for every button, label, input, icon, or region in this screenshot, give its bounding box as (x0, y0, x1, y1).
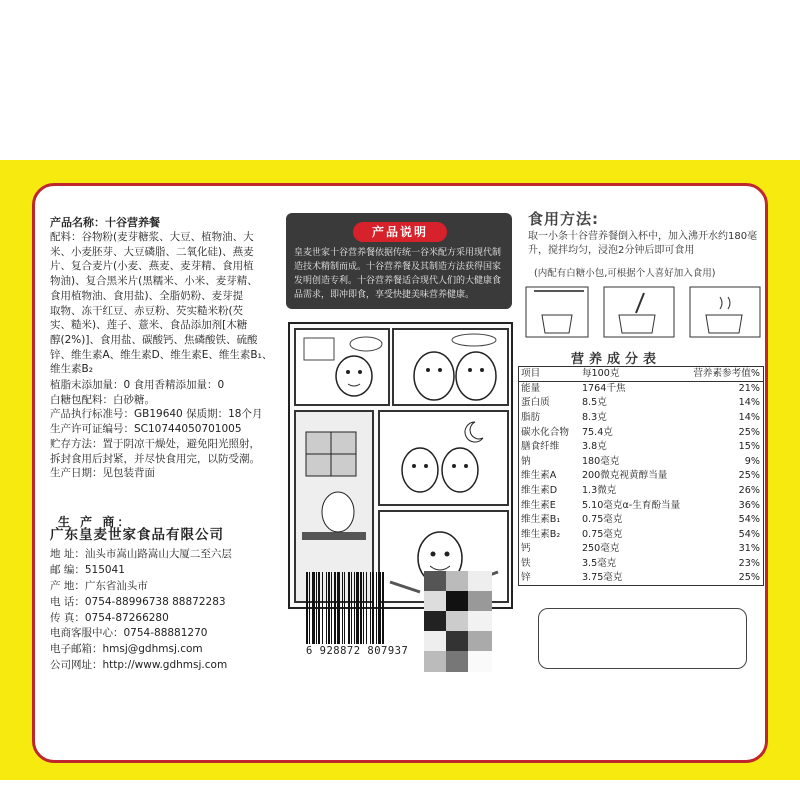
ingredients-line: 片、复合麦片(小麦、燕麦、麦芽精、食用植 (50, 260, 254, 273)
comic-panel (392, 328, 509, 406)
table-header-cell: 营养素参考值% (691, 367, 763, 382)
table-row (519, 542, 764, 557)
table-cell: 9% (744, 455, 760, 467)
description-badge: 产品说明 (353, 222, 447, 242)
table-cell: 8.5克 (581, 397, 607, 409)
sugar-pack-line: 白糖包配料：白砂糖。 (50, 393, 155, 406)
comic-panel (294, 328, 390, 406)
table-cell: 钠 (521, 455, 531, 467)
comic-panel (378, 410, 509, 506)
usage-note: (内配有白糖小包,可根据个人喜好加入食用) (534, 268, 716, 279)
table-row (519, 396, 764, 411)
table-cell: 25% (738, 426, 760, 438)
additives-line: 植脂末添加量：0 食用香精添加量：0 (50, 379, 225, 392)
ingredients-line: 取物、冻干红豆、赤豆粉、芡实糙米粉(芡 (50, 304, 244, 317)
table-row (519, 454, 764, 469)
table-cell: 15% (738, 441, 760, 453)
qr-code (424, 571, 492, 672)
barcode (304, 572, 410, 648)
description-text: 皇麦世家十谷营养餐依据传统一谷米配方采用现代制造技术精制而成。十谷营养餐及其制造方法获得国家发明创造专利。十谷营养餐适合现代人们的大健康食品需求，即冲即食，享受快捷美味营养健康。 (294, 248, 502, 300)
ingredients-line: 实、糙米)、莲子、薏米、食品添加剂[木糖 (50, 319, 248, 332)
table-cell: 3.8克 (581, 441, 607, 453)
table-cell: 5.10毫克α-生育酚当量 (581, 499, 681, 511)
manufacturer-name: 广东皇麦世家食品有限公司 (50, 527, 224, 543)
ingredients-line: 食用植物油、食用盐)、全脂奶粉、麦芽提 (50, 289, 244, 302)
barcode-icon (304, 572, 410, 648)
storage-line: 贮存方法：置于阴凉干燥处，避免阳光照射， (50, 437, 260, 450)
table-cell: 25% (738, 470, 760, 482)
ingredients-line: 米、小麦胚芽、大豆磷脂、二氧化硅)、燕麦 (50, 245, 254, 258)
table-cell: 14% (738, 411, 760, 423)
product-name: 产品名称：十谷营养餐 (50, 216, 160, 229)
table-cell: 能量 (521, 383, 541, 395)
table-cell: 14% (738, 397, 760, 409)
table-cell: 钙 (521, 543, 531, 555)
manufacturer-address: 地 址：汕头市嵩山路嵩山大厦二至六层 (50, 548, 232, 560)
table-row (519, 557, 764, 572)
table-row (519, 527, 764, 542)
table-row (519, 469, 764, 484)
table-cell: 维生素B₁ (521, 514, 561, 526)
character-icon (296, 330, 388, 404)
table-cell: 8.3克 (581, 411, 607, 423)
manufacturer-origin: 产 地：广东省汕头市 (50, 580, 148, 592)
table-cell: 1.3微克 (581, 484, 617, 496)
manufacturer-heading: 生 产 商： (58, 515, 133, 529)
ingredients-line: 维生素B₂ (50, 363, 93, 376)
table-cell: 铁 (521, 557, 531, 569)
table-cell: 26% (738, 484, 760, 496)
table-cell: 54% (738, 514, 760, 526)
manufacturer-phone: 电 话：0754-88996738 88872283 (50, 596, 226, 608)
table-row (519, 411, 764, 426)
table-row (519, 484, 764, 499)
table-cell: 维生素B₂ (521, 528, 561, 540)
table-row (519, 571, 764, 586)
ingredients-line: 锌、维生素A、维生素D、维生素E、维生素B₁、 (50, 348, 273, 361)
table-cell: 180毫克 (581, 455, 620, 467)
character-icon (394, 330, 507, 404)
nutrition-table (518, 366, 764, 586)
ingredients-line: 醇(2%)]、食用盐、碳酸钙、焦磷酸铁、硫酸 (50, 333, 258, 346)
cup-icon (524, 285, 764, 340)
table-header-cell: 项目 (519, 367, 580, 382)
usage-text: 取一小条十谷营养餐倒入杯中，加入沸开水约180毫升，搅拌均匀，浸泡2分钟后即可食用 (528, 231, 758, 256)
table-cell: 0.75毫克 (581, 514, 623, 526)
table-cell: 3.75毫克 (581, 572, 623, 584)
table-cell: 锌 (521, 572, 531, 584)
table-cell: 25% (738, 572, 760, 584)
ingredients-line: 物油)、复合黑米片(黑糯米、小米、麦芽精、 (50, 275, 258, 288)
table-row (519, 425, 764, 440)
table-cell: 54% (738, 528, 760, 540)
standard-line: 产品执行标准号：GB19640 保质期：18个月 (50, 408, 263, 421)
storage-line: 拆封食用后封紧，并尽快食用完，以防受潮。 (50, 452, 260, 465)
table-cell: 36% (738, 499, 760, 511)
table-cell: 21% (738, 383, 760, 395)
comic-illustration (288, 322, 513, 609)
table-cell: 脂肪 (521, 411, 541, 423)
table-row (519, 498, 764, 513)
production-date-box (538, 608, 747, 669)
character-icon (380, 412, 507, 504)
manufacturer-website: 公司网址：http://www.gdhmsj.com (50, 659, 228, 671)
ingredients-block (50, 230, 282, 481)
table-cell: 0.75毫克 (581, 528, 623, 540)
table-cell: 蛋白质 (521, 397, 550, 409)
table-cell: 维生素D (521, 484, 558, 496)
manufacturer-postcode: 邮 编：515041 (50, 564, 125, 576)
table-cell: 31% (738, 543, 760, 555)
table-cell: 1764千焦 (581, 383, 626, 395)
table-header-cell: 每100克 (580, 367, 691, 382)
table-cell: 碳水化合物 (521, 426, 569, 438)
table-row (519, 513, 764, 528)
manufacturer-service: 电商客服中心：0754-88881270 (50, 627, 208, 639)
table-header-row (519, 367, 764, 382)
production-date-line: 生产日期：见包装背面 (50, 467, 155, 480)
table-cell: 23% (738, 557, 760, 569)
table-cell: 膳食纤维 (521, 441, 560, 453)
table-cell: 200微克视黄醇当量 (581, 470, 668, 482)
usage-steps-illustration (524, 285, 764, 340)
qr-code-icon (424, 571, 492, 672)
table-row (519, 440, 764, 455)
nutrition-title: 营养成分表 (571, 352, 662, 367)
table-row (519, 382, 764, 397)
license-line: 生产许可证编号：SC10744050701005 (50, 423, 242, 436)
table-cell: 维生素E (521, 499, 556, 511)
table-cell: 75.4克 (581, 426, 613, 438)
barcode-number: 6 928872 807937 (306, 645, 409, 657)
table-cell: 3.5毫克 (581, 557, 617, 569)
ingredients-line: 配料：谷物粉(麦芽糖浆、大豆、植物油、大 (50, 231, 254, 243)
table-cell: 250毫克 (581, 543, 620, 555)
table-cell: 维生素A (521, 470, 557, 482)
manufacturer-fax: 传 真：0754-87266280 (50, 612, 169, 624)
manufacturer-email: 电子邮箱：hmsj@gdhmsj.com (50, 643, 203, 655)
usage-title: 食用方法: (528, 210, 599, 228)
